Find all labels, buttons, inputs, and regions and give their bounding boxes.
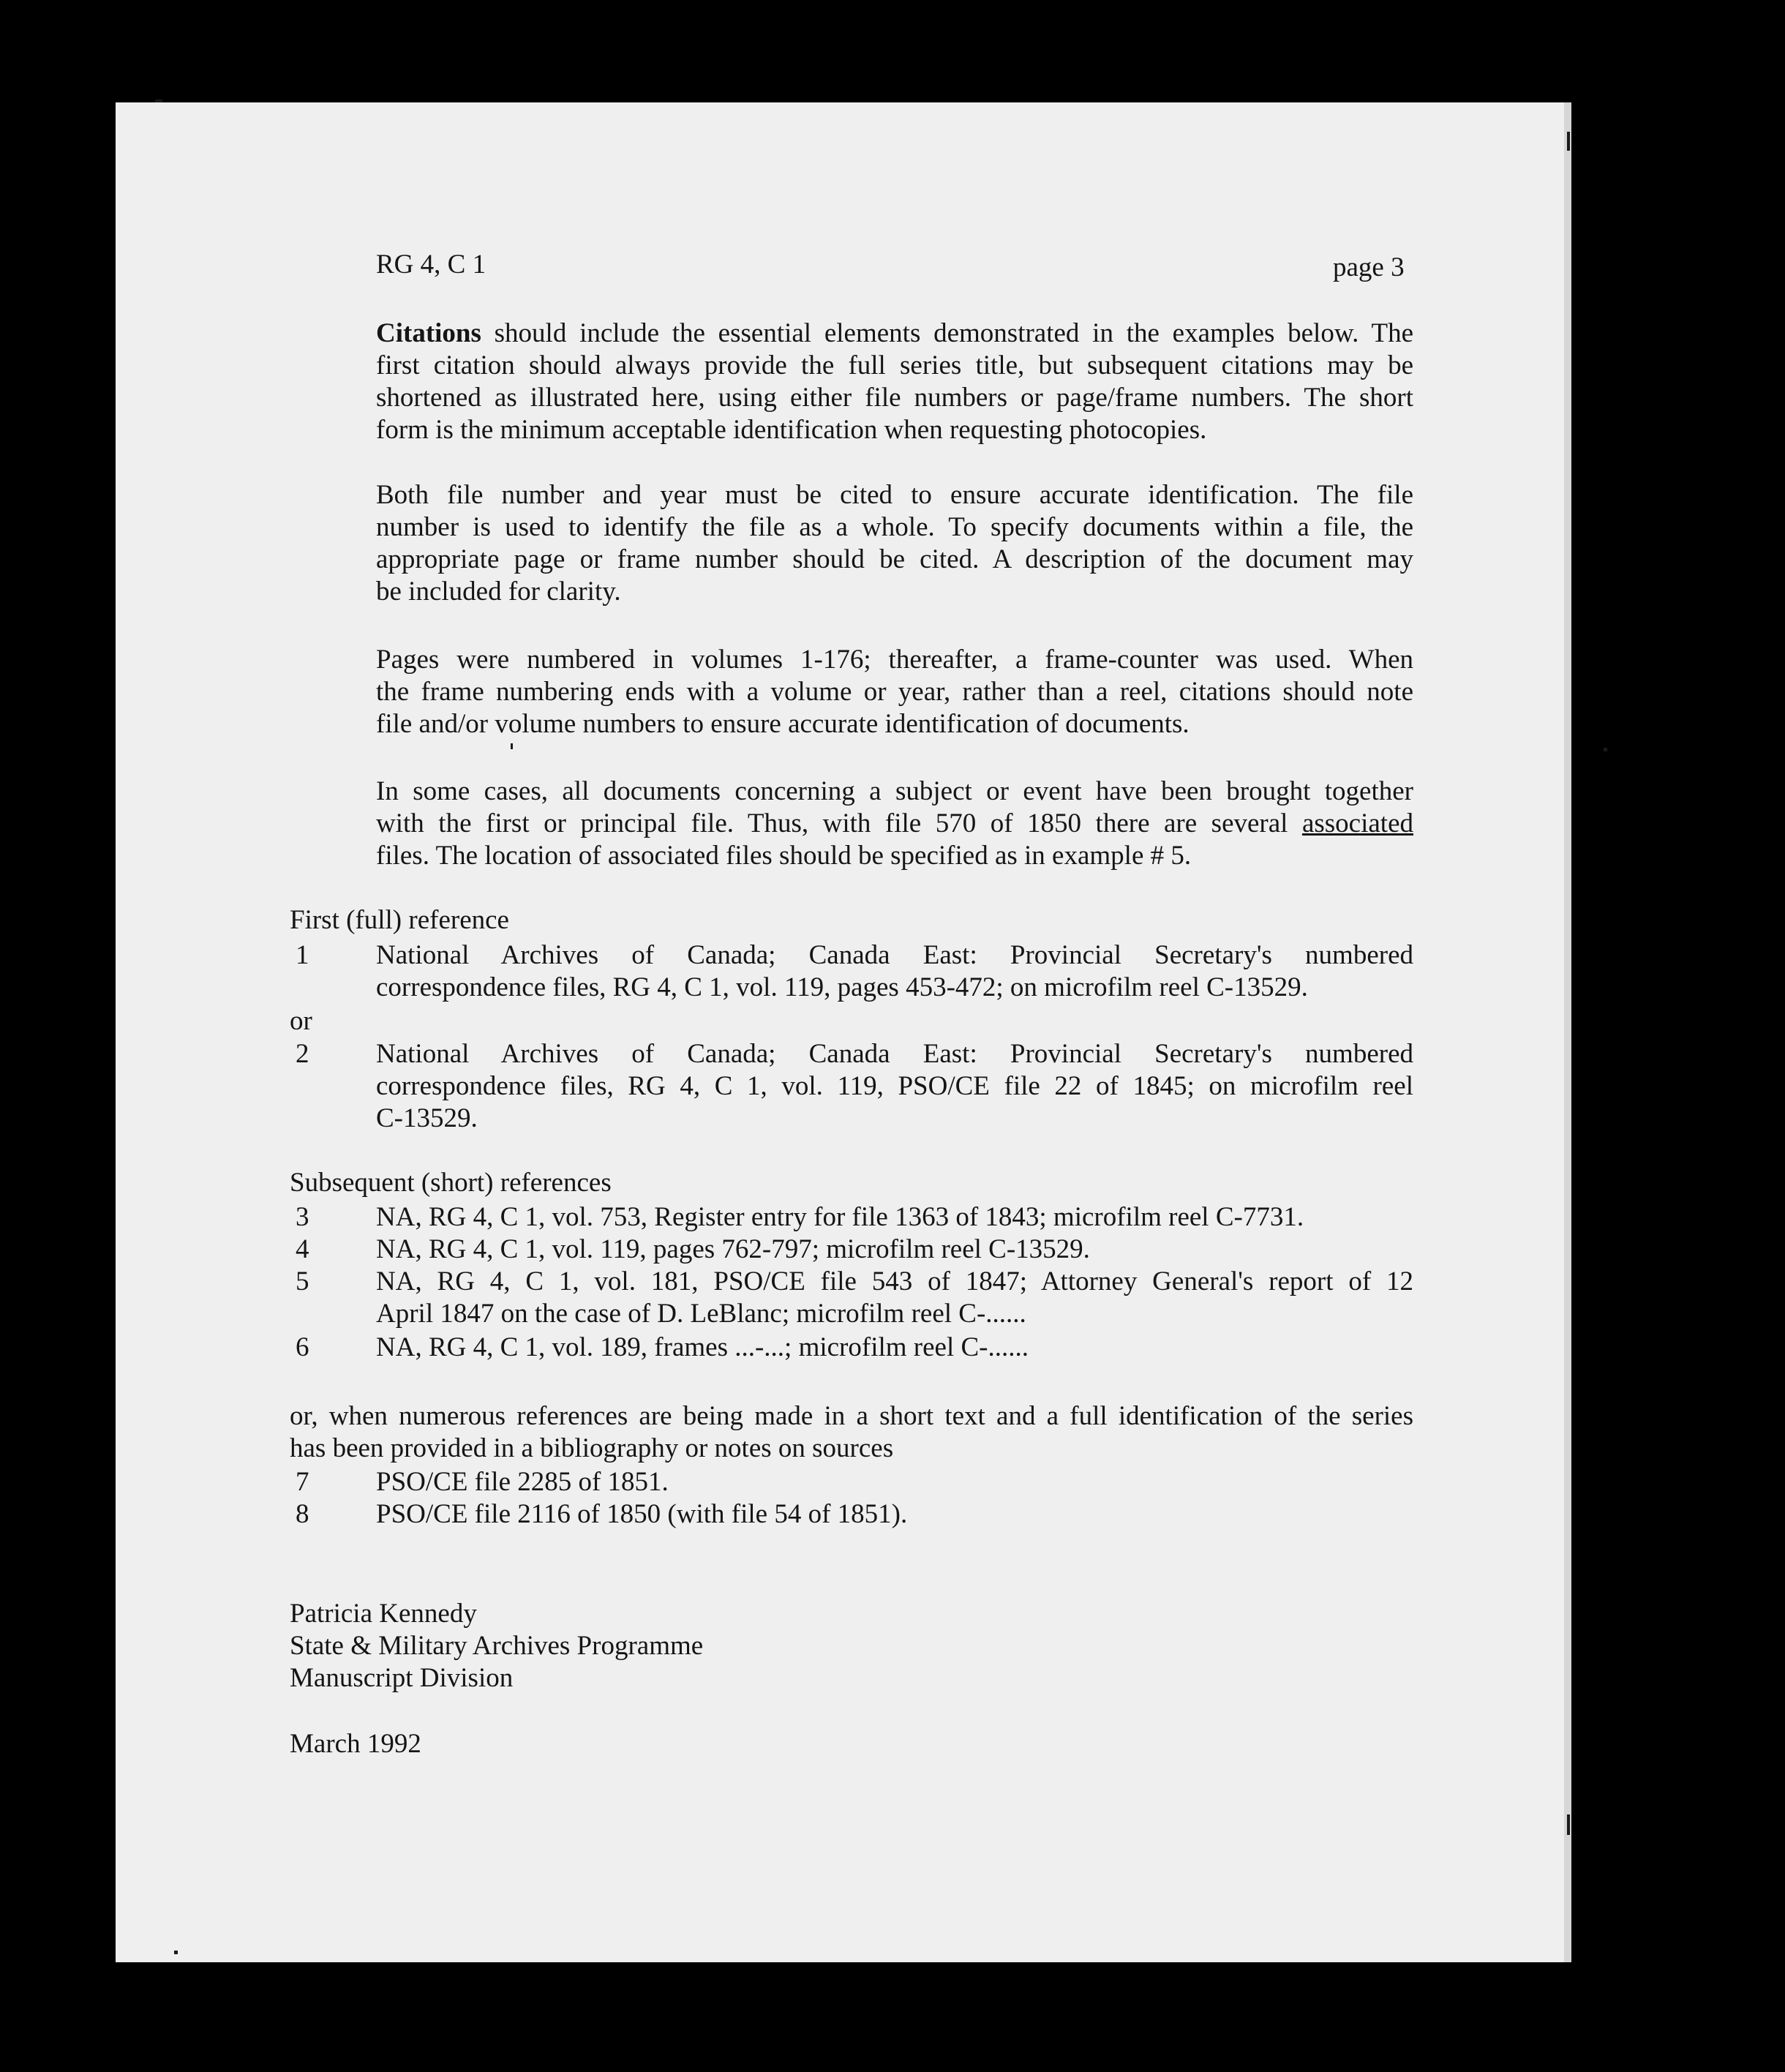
paragraph-line: file and/or volume numbers to ensure accurate identification of documents. [376, 709, 1190, 739]
paragraph-line: form is the minimum acceptable identification when requesting photocopies. [376, 415, 1207, 445]
reference-item-4 [376, 1234, 1413, 1266]
reference-number: 8 [296, 1499, 309, 1529]
paragraph-line: the frame numbering ends with a volume or year, rather than a reel, citations should note [376, 677, 1413, 707]
citations-lead: Citations [376, 318, 481, 348]
paragraph-line-text: with the first or principal file. Thus, with file 570 of 1850 there are several [376, 808, 1302, 838]
reference-number: 2 [296, 1039, 309, 1069]
paragraph-line: files. The location of associated files should be specified as in example # 5. [376, 841, 1192, 871]
paragraph-line: Pages were numbered in volumes 1-176; thereafter, a frame-counter was used. When [376, 645, 1413, 675]
reference-item-3 [376, 1201, 1413, 1234]
reference-number: 5 [296, 1266, 309, 1296]
subsequent-references-heading: Subsequent (short) references [290, 1168, 612, 1198]
reference-item-8 [376, 1498, 1413, 1531]
document-date: March 1992 [290, 1729, 421, 1759]
reference-number: 7 [296, 1467, 309, 1497]
paragraph-file-number [376, 479, 1413, 608]
or-label: or [290, 1006, 312, 1036]
page-number: page 3 [1333, 252, 1405, 282]
scan-speck [1567, 132, 1570, 151]
reference-line: National Archives of Canada; Canada East: Provincial Secretary's numbered [376, 940, 1413, 970]
reference-line: PSO/CE file 2116 of 1850 (with file 54 of 1851). [376, 1499, 908, 1529]
scan-speck [174, 1951, 178, 1954]
paragraph-associated-files [376, 776, 1413, 872]
reference-line: PSO/CE file 2285 of 1851. [376, 1467, 669, 1497]
reference-line: NA, RG 4, C 1, vol. 753, Register entry for file 1363 of 1843; microfilm reel C-7731. [376, 1202, 1304, 1232]
paragraph-line: shortened as illustrated here, using either file numbers or page/frame numbers. The short [376, 383, 1413, 413]
intro-line: or, when numerous references are being made in a short text and a full identification of the series [290, 1401, 1413, 1431]
scan-speck [1604, 748, 1607, 751]
paragraph-line [376, 808, 1413, 840]
reference-line: NA, RG 4, C 1, vol. 181, PSO/CE file 543 of 1847; Attorney General's report of 12 [376, 1266, 1413, 1296]
scan-speck [155, 100, 162, 102]
reference-number: 6 [296, 1332, 309, 1362]
paragraph-line: number is used to identify the file as a whole. To specify documents within a file, the [376, 512, 1413, 542]
reference-line: correspondence files, RG 4, C 1, vol. 119, pages 453-472; on microfilm reel C-13529. [376, 972, 1308, 1002]
paragraph-line [376, 318, 1413, 350]
associated-underlined: associated [1301, 808, 1413, 838]
reference-line: April 1847 on the case of D. LeBlanc; microfilm reel C-...... [376, 1299, 1026, 1329]
paragraph-line-text: should include the essential elements demonstrated in the examples below. The [481, 318, 1413, 348]
reference-line: NA, RG 4, C 1, vol. 119, pages 762-797; microfilm reel C-13529. [376, 1234, 1090, 1264]
reference-item-7 [376, 1466, 1413, 1498]
reference-item-1 [376, 939, 1413, 1004]
short-text-intro [290, 1400, 1413, 1465]
paragraph-line: first citation should always provide the full series title, but subsequent citations may be [376, 350, 1413, 380]
reference-item-5 [376, 1266, 1413, 1330]
paragraph-citations [376, 318, 1413, 446]
reference-line: correspondence files, RG 4, C 1, vol. 119, PSO/CE file 22 of 1845; on microfilm reel [376, 1071, 1413, 1101]
first-reference-heading: First (full) reference [290, 905, 509, 935]
scan-speck [511, 743, 513, 749]
reference-number: 4 [296, 1234, 309, 1264]
intro-line: has been provided in a bibliography or notes on sources [290, 1433, 894, 1463]
reference-line: NA, RG 4, C 1, vol. 189, frames ...-...; microfilm reel C-...... [376, 1332, 1029, 1362]
reference-item-6 [376, 1332, 1413, 1364]
paragraph-line: be included for clarity. [376, 577, 621, 607]
reference-line: C-13529. [376, 1103, 478, 1133]
paragraph-line: appropriate page or frame number should be cited. A description of the document may [376, 544, 1413, 574]
reference-number: 1 [296, 940, 309, 970]
signature-division: Manuscript Division [290, 1663, 514, 1693]
signature-name: Patricia Kennedy [290, 1599, 477, 1629]
reference-item-2 [376, 1038, 1413, 1135]
scan-speck [1567, 1814, 1570, 1835]
reference-number: 3 [296, 1202, 309, 1232]
paragraph-line: Both file number and year must be cited to ensure accurate identification. The file [376, 480, 1413, 510]
paragraph-pages-frames [376, 644, 1413, 740]
paragraph-line: In some cases, all documents concerning a subject or event have been brought together [376, 776, 1413, 806]
signature-programme: State & Military Archives Programme [290, 1631, 704, 1661]
reference-line: National Archives of Canada; Canada East: Provincial Secretary's numbered [376, 1039, 1413, 1069]
series-header: RG 4, C 1 [376, 249, 486, 279]
